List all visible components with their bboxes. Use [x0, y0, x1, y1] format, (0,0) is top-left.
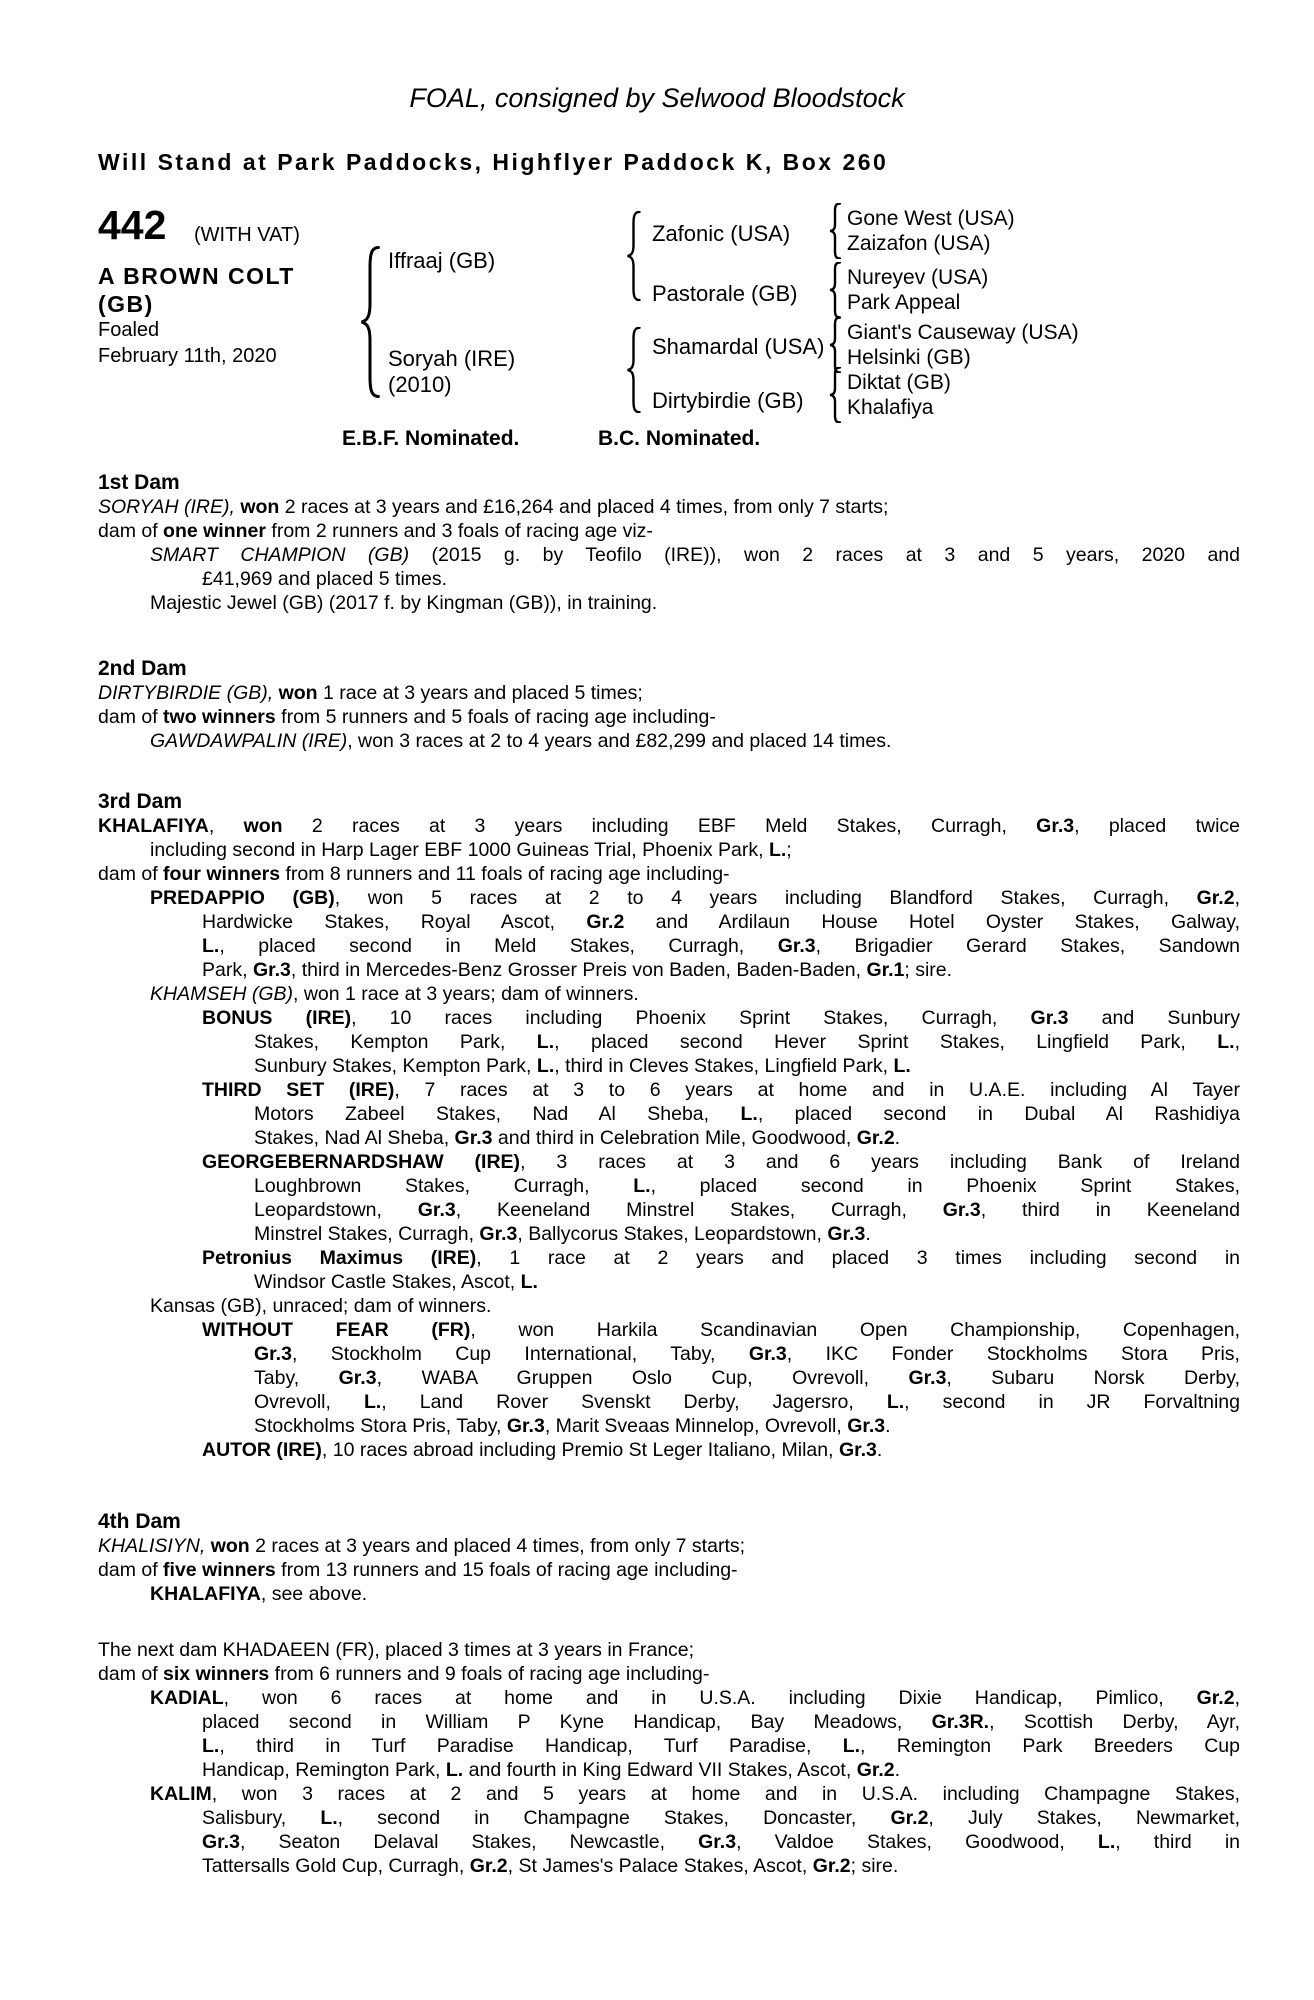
text-line: placed second in William P Kyne Handicap, Bay Meadows, Gr.3R., Scottish Derby, Ayr,	[202, 1711, 1240, 1733]
section-heading: 1st Dam	[98, 471, 180, 494]
pedigree-brace	[625, 327, 642, 413]
text-line: Taby, Gr.3, WABA Gruppen Oslo Cup, Ovrevoll, Gr.3, Subaru Norsk Derby,	[254, 1367, 1240, 1389]
text-line: Gr.3, Seaton Delaval Stakes, Newcastle, Gr.3, Valdoe Stakes, Goodwood, L., third in	[202, 1831, 1240, 1853]
text-line: Leopardstown, Gr.3, Keeneland Minstrel Stakes, Curragh, Gr.3, third in Keeneland	[254, 1199, 1240, 1221]
consignor-line: FOAL, consigned by Selwood Bloodstock	[409, 83, 905, 113]
vat-note: (WITH VAT)	[194, 224, 300, 246]
text-line: Park, Gr.3, third in Mercedes-Benz Grosser Preis von Baden, Baden-Baden, Gr.1; sire.	[202, 959, 953, 981]
text-line: KALIM, won 3 races at 2 and 5 years at home and in U.S.A. including Champagne Stakes,	[150, 1783, 1240, 1805]
text-line: PREDAPPIO (GB), won 5 races at 2 to 4 years including Blandford Stakes, Curragh, Gr.2,	[150, 887, 1240, 909]
section-heading: 2nd Dam	[98, 657, 187, 680]
text-line: L., placed second in Meld Stakes, Curragh, Gr.3, Brigadier Gerard Stakes, Sandown	[202, 935, 1241, 957]
text-line: Ovrevoll, L., Land Rover Svenskt Derby, Jagersro, L., second in JR Forvaltning	[254, 1391, 1240, 1413]
text-line: Petronius Maximus (IRE), 1 race at 2 years and placed 3 times including second in	[202, 1247, 1240, 1269]
dam-name: Soryah (IRE)	[388, 346, 516, 371]
text-line: WITHOUT FEAR (FR), won Harkila Scandinavian Open Championship, Copenhagen,	[202, 1319, 1240, 1341]
text-line: SORYAH (IRE), won 2 races at 3 years and £16,264 and placed 4 times, from only 7 starts;	[98, 496, 889, 518]
text-line: Stockholms Stora Pris, Taby, Gr.3, Marit Sveaas Minnelop, Ovrevoll, Gr.3.	[254, 1415, 891, 1437]
sire-name: Iffraaj (GB)	[388, 248, 496, 273]
foaled-date: February 11th, 2020	[98, 345, 277, 367]
dam-dam-name: Dirtybirdie (GB)	[652, 388, 804, 413]
text-line: BONUS (IRE), 10 races including Phoenix Sprint Stakes, Curragh, Gr.3 and Sunbury	[202, 1007, 1240, 1029]
dam-year: (2010)	[388, 372, 452, 397]
lot-number: 442	[98, 202, 167, 248]
dam-section	[98, 657, 1240, 753]
great-grandparent-name: Park Appeal	[847, 291, 961, 314]
ebf-nominated-note: E.B.F. Nominated.	[342, 427, 520, 450]
dam-section	[98, 790, 1240, 1462]
text-line: KHALAFIYA, see above.	[150, 1583, 368, 1605]
pedigree-brace	[625, 211, 642, 301]
text-line: Motors Zabeel Stakes, Nad Al Sheba, L., placed second in Dubal Al Rashidiya	[254, 1103, 1240, 1125]
text-line: GAWDAWPALIN (IRE), won 3 races at 2 to 4 years and £82,299 and placed 14 times.	[150, 730, 892, 752]
text-line: KADIAL, won 6 races at home and in U.S.A. including Dixie Handicap, Pimlico, Gr.2,	[150, 1687, 1240, 1709]
text-line: GEORGEBERNARDSHAW (IRE), 3 races at 3 and 6 years including Bank of Ireland	[202, 1151, 1240, 1173]
great-grandparent-name: Gone West (USA)	[847, 207, 1015, 230]
great-grandparent-name: Diktat (GB)	[847, 371, 951, 394]
text-line: AUTOR (IRE), 10 races abroad including Premio St Leger Italiano, Milan, Gr.3.	[202, 1439, 883, 1461]
section-heading: 3rd Dam	[98, 790, 183, 813]
text-line: £41,969 and placed 5 times.	[202, 568, 448, 590]
text-line: KHAMSEH (GB), won 1 race at 3 years; dam of winners.	[150, 983, 639, 1005]
great-grandparent-name: Zaizafon (USA)	[847, 232, 991, 255]
text-line: Handicap, Remington Park, L. and fourth in King Edward VII Stakes, Ascot, Gr.2.	[202, 1759, 901, 1781]
text-line: DIRTYBIRDIE (GB), won 1 race at 3 years and placed 5 times;	[98, 682, 643, 704]
sire-sire-name: Zafonic (USA)	[652, 221, 791, 246]
stand-location-line: Will Stand at Park Paddocks, Highflyer Paddock K, Box 260	[98, 149, 889, 175]
text-line: Stakes, Kempton Park, L., placed second Hever Sprint Stakes, Lingfield Park, L.,	[254, 1031, 1240, 1053]
text-line: Stakes, Nad Al Sheba, Gr.3 and third in Celebration Mile, Goodwood, Gr.2.	[254, 1127, 901, 1149]
dam-sire-name: Shamardal (USA)	[652, 334, 825, 359]
bc-nominated-note: B.C. Nominated.	[598, 427, 761, 450]
horse-name-line2: (GB)	[98, 291, 154, 317]
horse-name-line1: A BROWN COLT	[98, 263, 295, 289]
pedigree-brace	[828, 367, 842, 423]
text-line: THIRD SET (IRE), 7 races at 3 to 6 years at home and in U.A.E. including Al Tayer	[202, 1079, 1240, 1101]
text-line: Windsor Castle Stakes, Ascot, L.	[254, 1271, 538, 1293]
pedigree-brace	[358, 246, 382, 398]
great-grandparent-name: Helsinki (GB)	[847, 346, 971, 369]
great-grandparent-name: Nureyev (USA)	[847, 266, 989, 289]
text-line: Gr.3, Stockholm Cup International, Taby, Gr.3, IKC Fonder Stockholms Stora Pris,	[254, 1343, 1240, 1365]
text-line: Tattersalls Gold Cup, Curragh, Gr.2, St James's Palace Stakes, Ascot, Gr.2; sire.	[202, 1855, 899, 1877]
text-line: KHALISIYN, won 2 races at 3 years and placed 4 times, from only 7 starts;	[98, 1535, 746, 1557]
pedigree-brace	[828, 203, 842, 259]
dam-section	[98, 471, 1240, 615]
great-grandparent-name: Khalafiya	[847, 396, 934, 419]
text-line: Loughbrown Stakes, Curragh, L., placed second in Phoenix Sprint Stakes,	[254, 1175, 1240, 1197]
text-line: Sunbury Stakes, Kempton Park, L., third in Cleves Stakes, Lingfield Park, L.	[254, 1055, 911, 1077]
text-line: SMART CHAMPION (GB) (2015 g. by Teofilo (IRE)), won 2 races at 3 and 5 years, 2020 and	[150, 544, 1240, 566]
great-grandparent-name: Giant's Causeway (USA)	[847, 321, 1079, 344]
text-line: L., third in Turf Paradise Handicap, Turf Paradise, L., Remington Park Breeders Cup	[202, 1735, 1240, 1757]
text-line: including second in Harp Lager EBF 1000 Guineas Trial, Phoenix Park, L.;	[150, 839, 792, 861]
text-line: Hardwicke Stakes, Royal Ascot, Gr.2 and Ardilaun House Hotel Oyster Stakes, Galway,	[202, 911, 1240, 933]
pedigree-brace	[828, 262, 842, 318]
pedigree-brace	[828, 317, 842, 373]
text-line: dam of four winners from 8 runners and 11 foals of racing age including-	[98, 863, 730, 885]
text-line: Kansas (GB), unraced; dam of winners.	[150, 1295, 492, 1317]
text-line: dam of six winners from 6 runners and 9 foals of racing age including-	[98, 1663, 710, 1685]
text-line: dam of five winners from 13 runners and 15 foals of racing age including-	[98, 1559, 738, 1581]
pedigree-text	[98, 471, 1240, 1878]
foaled-label: Foaled	[98, 319, 160, 341]
text-line: Minstrel Stakes, Curragh, Gr.3, Ballycorus Stakes, Leopardstown, Gr.3.	[254, 1223, 871, 1245]
text-line: KHALAFIYA, won 2 races at 3 years including EBF Meld Stakes, Curragh, Gr.3, placed twice	[98, 815, 1240, 837]
text-line: dam of two winners from 5 runners and 5 foals of racing age including-	[98, 706, 716, 728]
sire-dam-name: Pastorale (GB)	[652, 281, 798, 306]
text-line: The next dam KHADAEEN (FR), placed 3 times at 3 years in France;	[98, 1639, 695, 1661]
section-heading: 4th Dam	[98, 1510, 181, 1533]
text-line: dam of one winner from 2 runners and 3 foals of racing age viz-	[98, 520, 653, 542]
dam-section	[98, 1510, 1240, 1878]
text-line: Salisbury, L., second in Champagne Stakes, Doncaster, Gr.2, July Stakes, Newmarket,	[202, 1807, 1240, 1829]
text-line: Majestic Jewel (GB) (2017 f. by Kingman (GB)), in training.	[150, 592, 658, 614]
